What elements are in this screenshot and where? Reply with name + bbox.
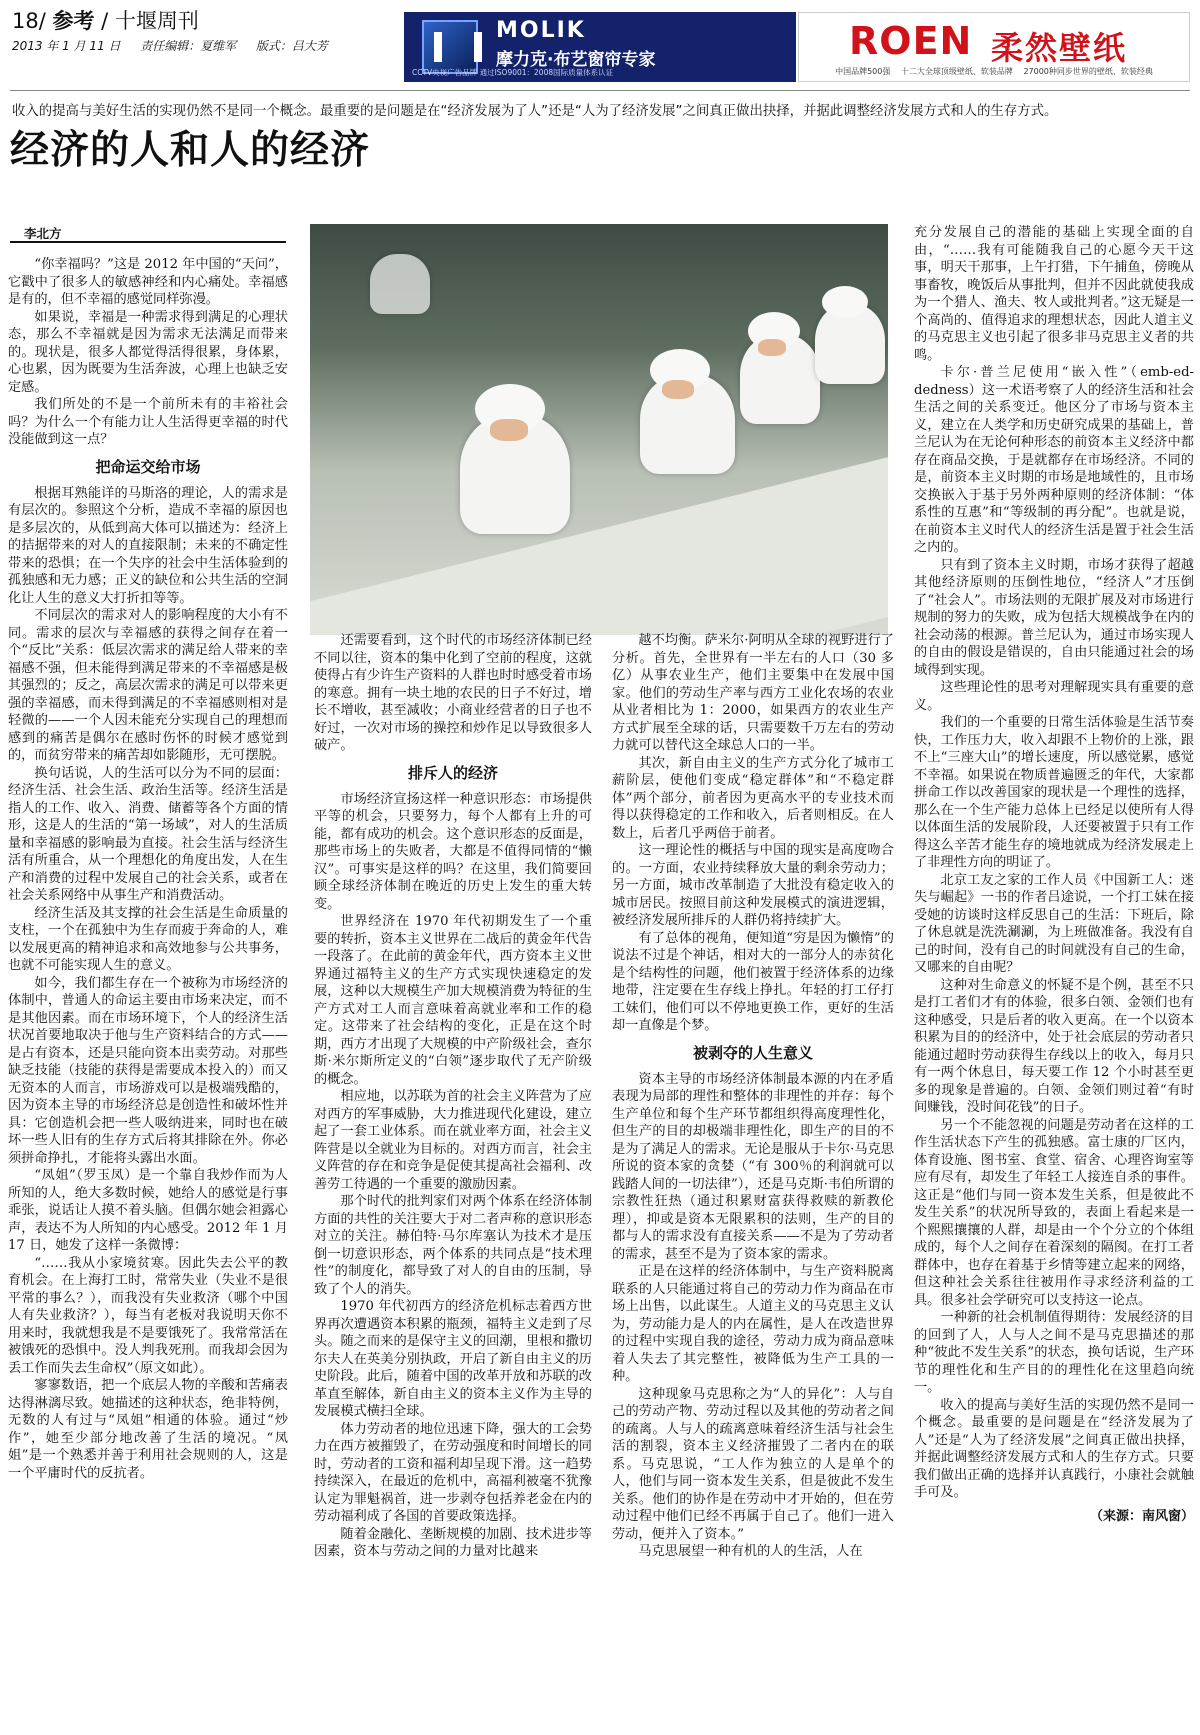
article-lead: 收入的提高与美好生活的实现仍然不是同一个概念。最重要的是问题是在“经济发展为了人”还是“人为了经济发展”之间真正做出抉择，并据此调整经济发展方式和人的生存方式。 (12, 104, 1058, 119)
paragraph: 正是在这样的经济体制中，与生产资料脱离联系的人只能通过将自己的劳动力作为商品在市场上出售，以此谋生。人道主义的马克思主义认为，劳动能力是人的内在属性，是人在改造世界的过程中实现自我的途径，劳动力成为商品意味着人失去了其完整性，被降低为生产工具的一种。 (612, 1264, 894, 1384)
paragraph: 那个时代的批判家们对两个体系在经济体制方面的共性的关注要大于对二者声称的意识形态对立的关注。赫伯特·马尔库塞认为技术才是压倒一切意识形态，两个体系的共同点是“技术理性”的制度化，都导致了对人的自由的压制，导致了个人的消失。 (314, 1194, 592, 1297)
worker-face (662, 380, 694, 399)
worker-face (490, 419, 528, 441)
paragraph: 北京工友之家的工作人员《中国新工人：迷失与崛起》一书的作者吕途说，一个打工妹在接受她的访谈时这样反思自己的生活：下班后，除了休息就是洗洗涮涮，为上班做准备。我没有自己的时间，没有自己的时间就没有自己的生命，又哪来的自由呢？ (914, 872, 1194, 975)
masthead (12, 8, 397, 58)
author-byline: 李北方 (24, 226, 62, 241)
paragraph: 这种对生命意义的怀疑不是个例，甚至不只是打工者们才有的体验，很多白领、金领们也有这种感受，只是后者的收入更高。在一个以资本积累为目的的经济中，处于社会底层的劳动者只能通过超时劳动获得生存线以上的收入，每月只有一两个休息日，每天要工作 12 个小时甚至更多的现象是普遍的。白领、金领们则过着“有时间赚钱，没时间花钱”的日子。 (914, 977, 1194, 1115)
issue-date: 2013 年 1 月 11 日 (12, 39, 121, 53)
paragraph: 有了总体的视角，便知道“穷是因为懒惰”的说法不过是个神话，相对大的一部分人的赤贫化是个结构性的问题，他们被置于经济体系的边缘地带，注定要在生存线上挣扎。年轻的打工仔打工妹们，他们可以不停地更换工作，更好的生活却一直像是个梦。 (612, 930, 894, 1033)
paragraph: 体力劳动者的地位迅速下降，强大的工会势力在西方被摧毁了，在劳动强度和时间增长的同时，劳动者的工资和福利却呈现下滑。这一趋势持续深入，在最近的危机中，高福利被毫不犹豫认定为罪魁祸首，进一步剥夺包括养老金在内的劳动福利成了各国的首要政策选择。 (314, 1421, 592, 1524)
paragraph: 卡尔·普兰尼使用“嵌入性”（emb-ed-dedness）这一术语考察了人的经济生活和社会生活之间的关系变迁。他区分了市场与资本主义，建立在人类学和历史研究成果的基础上，普兰尼认为在无论何种形态的前资本主义经济中都存在商品交换，于是就都存在市场经济。不同的是，前资本主义时期的市场是地域性的，且市场交换嵌入于基于另外两种原则的经济体制：“体系性的互惠”和“等级制的再分配”。也就是说，在前资本主义时代人的经济生活是置于社会生活之内的。 (914, 365, 1194, 555)
article-column-2 (314, 632, 592, 1732)
paragraph: 根据耳熟能详的马斯洛的理论，人的需求是有层次的。参照这个分析，造成不幸福的原因也是多层次的，从低到高大体可以描述为：经济上的拮据带来的对人的直接限制；未来的不确定性带来的恐惧；在一个失序的社会中生活体验到的孤独感和无力感；正义的缺位和公共生活的空洞化让人生的意义大打折扣等等。 (8, 485, 288, 606)
header-divider (10, 90, 1190, 91)
paragraph: 这些理论性的思考对理解现实具有重要的意义。 (914, 680, 1194, 713)
paragraph: 收入的提高与美好生活的实现仍然不是同一个概念。最重要的是问题是在“经济发展为了人”还是“人为了经济发展”之间真正做出抉择，并据此调整经济发展方式和人的生存方式。只要我们做出正确的选择并认真践行，小康社会就触手可及。 (914, 1397, 1194, 1500)
byline-divider (10, 241, 286, 243)
paragraph: 这种现象马克思称之为“人的异化”：人与自己的劳动产物、劳动过程以及其他的劳动者之间的疏离。人与人的疏离意味着经济生活与社会生活的割裂，资本主义经济摧毁了二者内在的联系。马克思说，“工人作为独立的人是单个的人，他们与同一资本发生关系，但是彼此不发生关系。他们的协作是在劳动中才开始的，但在劳动过程中他们已经不再属于自己了。他们一进入劳动，便并入了资本。” (612, 1386, 894, 1542)
section-heading: 排斥人的经济 (407, 763, 498, 782)
paragraph: 我们的一个重要的日常生活体验是生活节奏快，工作压力大，收入却跟不上物价的上涨，跟不上“三座大山”的增长速度，所以感觉累，感觉不幸福。如果说在物质普遍匮乏的年代，大家都拼命工作以改善国家的现状是一个理性的选择，那么在一个生产能力总体上已经足以使所有人得以体面生活的发展阶段，人还要被置于只有工作得这么辛苦才能生存的境地就成为经济发展走上了非理性方向的明证了。 (914, 715, 1194, 870)
workbench-shape (310, 437, 888, 635)
layout-credit: 版式：吕大芳 (255, 39, 328, 53)
molik-brand-cn: 摩力克·布艺窗帘专家 (496, 50, 656, 70)
paragraph: 如今，我们都生存在一个被称为市场经济的体制中，普通人的命运主要由市场来决定，而不是其他因素。而在市场环境下，个人的经济生活状况首要地取决于他与生产资料结合的方式——是占有资本，还是只能向资本出卖劳动。对那些缺乏技能（技能的获得是需要成本投入的）而又无资本的人而言，市场游戏可以是极端残酷的，因为资本主导的市场经济总是创造性和破坏性并具：它创造机会把一些人吸纳进来，同时也在破坏一些人旧有的生存方式后将其排除在外。你必须拼命挣扎，才能将头露出水面。 (8, 975, 288, 1166)
article-title: 经济的人和人的经济 (10, 127, 371, 173)
paragraph: 市场经济宣扬这样一种意识形态：市场提供平等的机会，只要努力，每个人都有上升的可能，都有成功的机会。这个意识形态的反面是，那些市场上的失败者，大都是不值得同情的“懒汉”。可事实是这样的吗？在这里，我们简要回顾全球经济体制在晚近的历史上发生的重大转变。 (314, 791, 592, 912)
roen-brand-cn: 柔然壁纸 (991, 29, 1128, 67)
worker-face (758, 339, 786, 356)
paragraph: 充分发展自己的潜能的基础上实现全面的自由，“……我有可能随我自己的心愿今天干这事，明天干那事，上午打猎，下午捕鱼，傍晚从事畜牧，晚饭后从事批判，但并不因此就使我成为一个猎人、渔夫、牧人或批判者。”这无疑是一个高尚的、值得追求的理想状态，因此人道主义的马克思主义也引起了很多非马克思主义者的共鸣。 (914, 225, 1194, 363)
worker-cap (822, 286, 868, 318)
editor-credit: 责任编辑：夏维军 (140, 39, 237, 53)
paragraph: 随着金融化、垄断规模的加剧、技术进步等因素，资本与劳动之间的力量对比越来 (314, 1526, 592, 1559)
section-heading: 被剥夺的人生意义 (692, 1043, 813, 1062)
paragraph: 另一个不能忽视的问题是劳动者在这样的工作生活状态下产生的孤独感。富士康的厂区内，体育设施、图书室、食堂、宿舍、心理咨询室等应有尽有，却发生了年轻工人接连自杀的事件。这正是“他们与同一资本发生关系，但是彼此不发生关系”的状况所导致的，表面上看起来是一个熙熙攘攘的人群，却是由一个个分立的个体组成的，每个人之间存在着深刻的隔阂。在打工者群体中，也存在着基于乡情等建立起来的网络，但这种社会关系往往被用作寻求经济利益的工具。很多社会学研究可以支持这一论点。 (914, 1117, 1194, 1308)
article-column-3 (612, 632, 894, 1732)
section-heading: 把命运交给市场 (95, 457, 201, 476)
article-column-4 (914, 224, 1194, 1732)
paragraph: 其次，新自由主义的生产方式分化了城市工薪阶层，使他们变成“稳定群体”和“不稳定群体”两个部分，前者因为更高水平的专业技术而得以获得稳定的工作和收入，后者则相反。在人数上，后者几乎两倍于前者。 (612, 755, 894, 841)
paragraph: 资本主导的市场经济体制最本源的内在矛盾表现为局部的理性和整体的非理性的并存：每个生产单位和每个生产环节都组织得高度理性化，但生产的目的却极端非理性化，即生产的目的不是为了满足人的需求。无论是服从于卡尔·马克思所说的资本家的贪婪（“有 300％的利润就可以践踏人间的一切法律”），还是马克斯·韦伯所谓的宗教性狂热（通过积累财富获得救赎的新教伦理），抑或是资本无限累积的法则，生产的目的都与人的需求没有直接关系——不是为了劳动者的需求，甚至不是为了资本家的需求。 (612, 1071, 894, 1262)
section-name: 参考 (52, 9, 95, 33)
paragraph: “你幸福吗？”这是 2012 年中国的“天问”，它戳中了很多人的敏感神经和内心痛处。幸福感是有的，但不幸福的感觉同样弥漫。 (8, 257, 288, 307)
paragraph: 如果说，幸福是一种需求得到满足的心理状态，那么不幸福就是因为需求无法满足而带来的。现状是，很多人都觉得活得很累，身体累，心也累，因为既要为生活奔波，心理上也缺乏安定感。 (8, 309, 288, 395)
paragraph: 这一理论性的概括与中国的现实是高度吻合的。一方面，农业持续释放大量的剩余劳动力；另一方面，城市改革制造了大批没有稳定收入的城市居民。按照目前这种发展模式的演进逻辑，被经济发展所排斥的人群仍将持续扩大。 (612, 843, 894, 928)
molik-advertisement (404, 12, 796, 82)
worker-figure (370, 254, 430, 314)
molik-logo-icon (422, 20, 478, 74)
paragraph: 一种新的社会机制值得期待：发展经济的目的回到了人，人与人之间不是马克思描述的那种“彼此不发生关系”的状态，换句话说，生产环节的理性化和生产目的的理性化在这里趋向统一。 (914, 1310, 1194, 1395)
paragraph: “凤姐”（罗玉凤）是一个靠自我炒作而为人所知的人，绝大多数时候，她给人的感觉是行事乖张，说话让人摸不着头脑。但偶尔她会袒露心声，表达不为人所知的内心感受。2012 年 1 月 17 日，她发了这样一条微博： (8, 1168, 288, 1253)
paragraph: 寥寥数语，把一个底层人物的辛酸和苦痛表达得淋漓尽致。她描述的这种状态，绝非特例，无数的人有过与“凤姐”相通的体验。通过“炒作”，她至少部分地改善了生活的境况。“凤姐”是一个熟悉并善于利用社会规则的人，这是一个平庸时代的反抗者。 (8, 1378, 288, 1481)
factory-workers-photo (310, 224, 888, 635)
paragraph: 马克思展望一种有机的人的生活，人在 (638, 1544, 863, 1559)
roen-advertisement (798, 12, 1190, 82)
paragraph: 相应地，以苏联为首的社会主义阵营为了应对西方的军事威胁，大力推进现代化建设，建立起了一套工业体系。而在就业率方面，社会主义阵营是以全就业为目标的。对西方而言，社会主义阵营的存在和竞争是促使其提高社会福利、改善劳工待遇的一个重要的激励因素。 (314, 1089, 592, 1192)
article-column-1 (8, 256, 288, 1731)
molik-certification: CCTV央视广告品牌 通过ISO9001：2008国际质量体系认证 (412, 68, 614, 77)
paragraph: 经济生活及其支撑的社会生活是生命质量的支柱，一个在孤独中为生存而疲于奔命的人，难以发展更高的精神追求和高效地参与公共事务，也就不可能实现人生的意义。 (8, 905, 288, 973)
paragraph: 1970 年代初西方的经济危机标志着西方世界再次遭遇资本积累的瓶颈，福特主义走到了尽头。随之而来的是保守主义的回潮，里根和撒切尔夫人在英美分别执政，开启了新自由主义的历史阶段。此后，随着中国的改革开放和苏联的改革直至解体，新自由主义的资本主义作为主导的发展模式横扫全球。 (314, 1299, 592, 1419)
quote-paragraph: “……我从小家境贫寒。因此失去公平的教育机会。在上海打工时，常常失业（失业不是很平常的事么？），而我没有失业救济（哪个中国人有失业救济？），每当有老板对我说明天你不用来时，我就想我是不是要饿死了。我常常活在被饿死的恐惧中。没人判我死刑。而我却会因为丢工作而失去生命权”（原文如此）。 (8, 1255, 288, 1376)
issue-info (12, 37, 397, 55)
paper-name: 十堰周刊 (114, 9, 199, 33)
paragraph: 世界经济在 1970 年代初期发生了一个重要的转折，资本主义世界在二战后的黄金年代告一段落了。在此前的黄金年代，西方资本主义世界通过福特主义的生产方式实现快速稳定的发展，这种以大规模生产加大规模消费为特征的生产方式对工人而言意味着高就业率和工作的稳定。这带来了社会结构的变化，正是在这个时期，西方才出现了大规模的中产阶级社会，查尔斯·米尔斯所定义的“白领”逐步取代了无产阶级的概念。 (314, 914, 592, 1087)
article-source: （来源：南风窗） (1089, 1508, 1194, 1524)
paragraph: 只有到了资本主义时期，市场才获得了超越其他经济原则的压倒性地位，“经济人”才压倒了“社会人”。市场法则的无限扩展及对市场进行规制的努力的失败，成为包括大规模战争在内的社会动荡的根源。普兰尼认为，通过市场实现人的自由的假设是错误的，自由只能通过社会的场域得到实现。 (914, 557, 1194, 678)
roen-logo: ROEN (849, 19, 973, 63)
page-number: 18/ (12, 9, 46, 33)
page-heading: 18/ 参考 / 十堰周刊 (12, 9, 199, 33)
paragraph: 还需要看到，这个时代的市场经济体制已经不同以往，资本的集中化到了空前的程度，这就使得占有少许生产资料的人群也时时感受着市场的寒意。拥有一块土地的农民的日子不好过，增长不增收，甚至减收；小商业经营者的日子也不好过，一次对市场的操控和炒作足以导致很多人破产。 (314, 633, 592, 753)
paragraph: 不同层次的需求对人的影响程度的大小有不同。需求的层次与幸福感的获得之间存在着一个“反比”关系：低层次需求的满足给人带来的幸福感不强，但未能得到满足带来的不幸福感是极其强烈的；反之，高层次需求的满足可以带来更强的幸福感，而未得到满足的不幸福感则相对是轻微的——一个人因未能充分实现自己的理想而感到的痛苦是偶尔在感时伤怀的时候才感觉到的，而贫穷带来的痛苦却如影随形，无可摆脱。 (8, 608, 288, 763)
molik-brand: MOLIK (496, 18, 586, 43)
paragraph: 换句话说，人的生活可以分为不同的层面：经济生活、社会生活、政治生活等。经济生活是指人的工作、收入、消费、储蓄等各个方面的情形，这是人的生活的“第一场域”，对人的生活质量和幸福感的影响最为直接。社会生活与经济生活有所重合，从一个理想化的角度出发，人在生产和消费的过程中发展自己的社会关系，或者在社会关系网络中从事生产和消费活动。 (8, 765, 288, 903)
roen-slogan: 中国品牌500强 十二大全球顶级壁纸、软装品牌 27000种同步世界的壁纸、软装经典 (835, 67, 1153, 76)
paragraph: 越不均衡。萨米尔·阿明从全球的视野进行了分析。首先，全世界有一半左右的人口（30 多亿）从事农业生产，他们主要集中在发展中国家。他们的劳动生产率与西方工业化农场的农业从业者相比为 1：2000，如果西方的农业生产方式扩展至全球的话，只需要数千万左右的劳动力就可以替代这全球总人口的一半。 (612, 633, 894, 753)
paragraph: 我们所处的不是一个前所未有的丰裕社会吗？为什么一个有能力让人生活得更幸福的时代没能做到这一点？ (8, 397, 288, 447)
